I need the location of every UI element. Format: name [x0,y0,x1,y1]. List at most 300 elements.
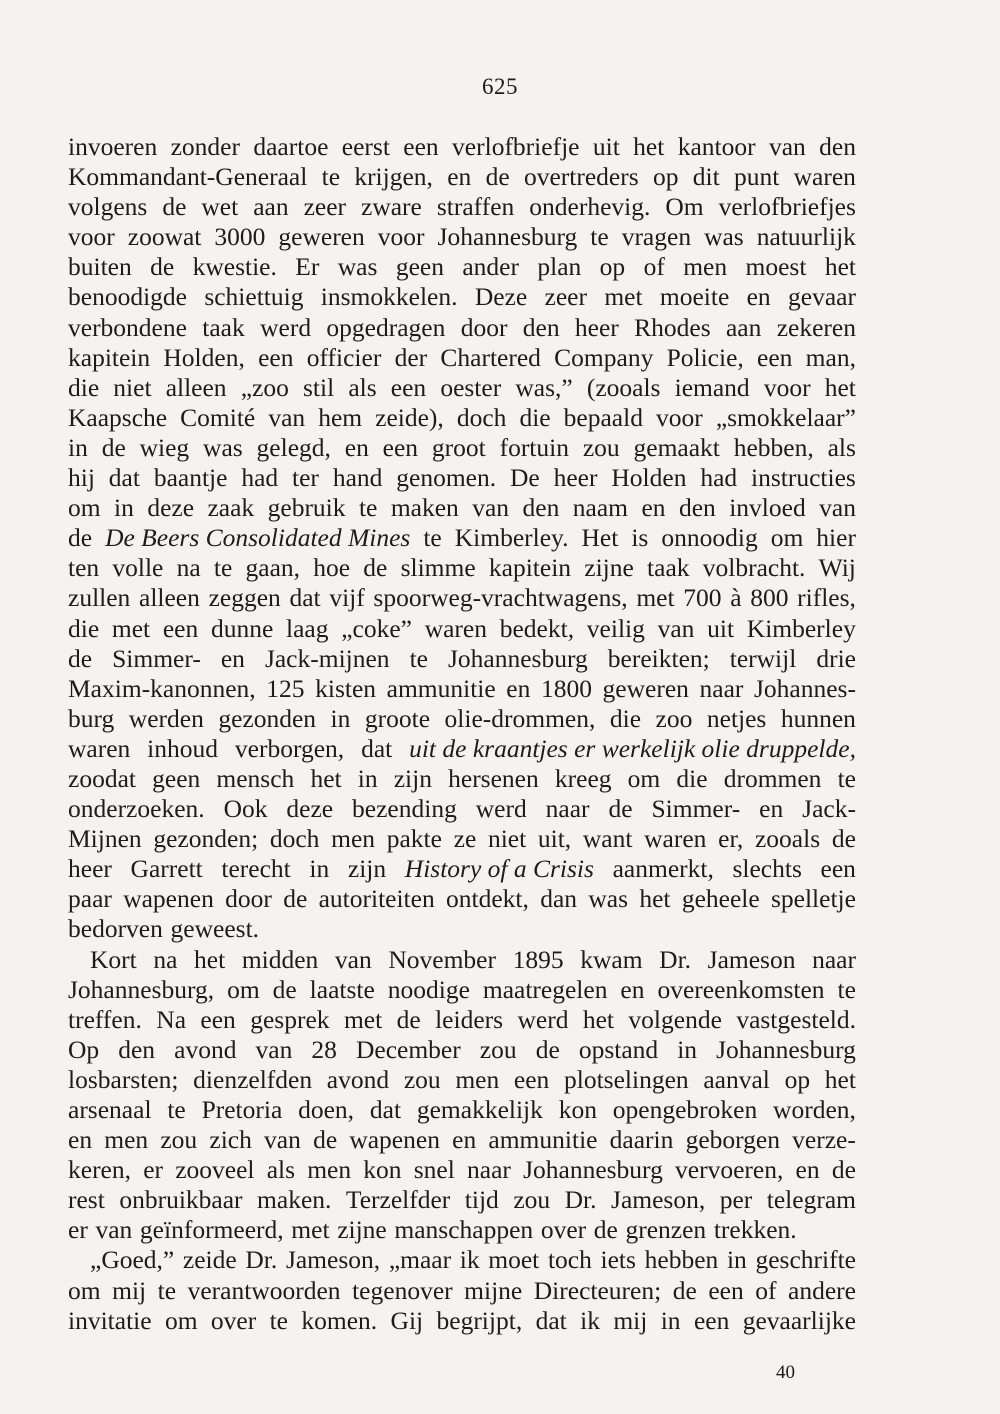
text-line [68,192,856,222]
word: manschappen [394,1215,534,1245]
word: grenzen [625,1215,707,1245]
word: naar [699,673,744,703]
word: van [268,402,306,432]
word: Company [554,342,654,372]
word: dunne [210,613,274,643]
word: in [330,703,351,733]
word: ammunitie [488,1125,598,1155]
word: paar [68,884,112,914]
word: na [176,553,201,583]
word: keren, [68,1155,132,1185]
word: maken [390,493,459,523]
word: toch [547,1245,592,1275]
word: ammunitie [386,673,496,703]
text-line [68,343,856,373]
word: in [114,493,134,523]
word: overeenkomsten [657,974,825,1004]
word: een [258,342,294,372]
word: gezonden [218,703,317,733]
text-line [68,824,856,854]
word: zeide), [375,402,444,432]
word: Kommandant-Generaal [68,162,308,192]
word: schiettuig [204,282,304,312]
word: November [388,944,496,974]
word: geschrifte [755,1245,856,1275]
word: Maxim-kanonnen, [68,673,256,703]
word: men [455,1064,500,1094]
word: in [68,432,88,462]
word: en [220,643,245,673]
word: verantwoorden [187,1275,341,1305]
word: per [719,1185,753,1215]
word: zeide [182,1245,237,1275]
word: en [759,794,784,824]
word: spoorweg-vrachtwagens, [373,583,628,613]
word: die [609,703,642,733]
word: drommen [723,763,822,793]
word: met [343,1004,383,1034]
word: gemaakt [633,432,720,462]
word: kapitein [68,342,151,372]
word: snel [413,1155,455,1185]
word: aanval [703,1064,770,1094]
word: „zoo [240,372,289,402]
word: waren [424,613,487,643]
word: losbarsten; [68,1064,179,1094]
word: (zooals [586,372,661,402]
word: 1800 [540,673,592,703]
word: wapenen [123,884,214,914]
word: geweren [278,222,365,252]
word: de [593,1215,618,1245]
word: ander [462,252,519,282]
word: De [510,463,540,493]
word: die [676,763,708,793]
word: den [118,1034,156,1064]
word: laatste [309,974,375,1004]
word: het [639,884,671,914]
text-line [68,794,856,824]
word: niet [487,824,527,854]
word: werd [517,1004,569,1034]
word: Jameson [707,944,796,974]
word: gevaarlijke [742,1305,856,1335]
word: dat [361,733,393,763]
word: mijne [464,1275,523,1305]
word: Pretoria [201,1095,283,1124]
word: 700 [683,583,722,613]
word: der [394,342,428,372]
word: oester [440,372,502,402]
word: uit [592,132,620,161]
word: ontdekt, [446,884,529,914]
word: en [447,162,472,192]
word: en [68,1125,93,1155]
word: van [819,493,856,523]
word: het [582,1004,615,1034]
word: gesprek [250,1004,330,1034]
word: plotselingen [564,1064,689,1094]
word: geen [152,763,201,793]
word: Kimberley. [454,523,569,553]
word: te [167,1095,186,1124]
italic-title-text: uit de kraantjes er werkelijk olie druppelde, [409,733,856,763]
word: spelletje [770,884,856,914]
word: het [824,372,856,402]
word: zoo [655,703,693,733]
word: verbondene [68,312,187,342]
word: naar [467,1155,511,1185]
word: gebruik [267,493,346,523]
word: Rhodes [634,312,711,342]
italic-title-text: De Beers Consolidated Mines [105,523,411,553]
word: groot [431,432,486,462]
word: zeer [544,282,587,312]
word: „coke” [341,613,412,643]
word: 28 [311,1034,337,1064]
word: Directeuren; [533,1275,662,1305]
word: gelegd, [256,432,331,462]
text-line [68,252,856,282]
word: hier [816,523,856,553]
word: Dr. [564,1185,597,1215]
word: zijne [337,1215,387,1245]
word: kreeg [554,763,612,793]
word: Dr. [659,944,692,974]
word: de [68,643,93,673]
word: de [831,1155,856,1185]
word: Jameson, [611,1185,706,1215]
text-line [68,433,856,463]
text-line [68,764,856,794]
word: autoriteiten [318,884,435,914]
word: van [657,613,695,643]
text-line [68,403,856,433]
word: den [678,493,716,523]
word: hij [68,463,95,493]
word: het [633,132,665,161]
word: de [831,824,856,854]
word: te [837,974,856,1004]
word: hersenen [448,763,539,793]
word: Dr. [245,1245,278,1275]
word: groote [364,703,431,733]
word: met [604,282,643,312]
word: à [730,583,742,613]
word: mij [613,1305,648,1335]
word: op [652,162,679,192]
word: burg [68,703,115,733]
word: plan [537,252,582,282]
word: men [683,252,728,282]
word: zooals [754,824,821,854]
word: instructies [751,463,856,493]
word: invloed [729,493,806,523]
word: was [337,252,378,282]
word: hebben [644,1245,719,1275]
word: „smokkelaar” [715,402,856,432]
word: invitatie [68,1305,152,1335]
word: Johannes- [754,673,856,703]
word: te [157,1275,177,1305]
word: de [672,1275,697,1305]
word: noodige [387,974,470,1004]
word: was,” [515,372,573,402]
word: als [266,1155,296,1185]
word: ten [68,553,100,583]
word: Jack- [802,794,856,824]
word: men [331,824,376,854]
word: de [68,523,93,553]
word: van [264,1125,301,1155]
word: wieg [139,432,190,462]
word: gevaar [788,282,856,312]
word: zeggen [208,583,281,613]
text-line [68,614,856,644]
word: hoe [313,553,351,583]
word: maken. [257,1185,332,1215]
word: alleen [165,372,227,402]
word: aan [725,312,762,342]
word: buiten [68,252,132,282]
word: pakte [386,824,442,854]
word: zich [209,1125,252,1155]
word: Johannesburg [437,222,578,252]
word: December [355,1034,461,1064]
text-line [68,493,856,523]
word: en [746,282,771,312]
word: deze [286,794,334,824]
word: van [768,132,806,161]
word: in [309,854,330,884]
word: geweren [602,673,689,703]
word: zou [403,1064,441,1094]
word: zoodat [68,763,136,793]
word: hebben, [733,432,814,462]
text-line [68,1095,856,1125]
word: dat [289,583,321,613]
word: kantoor [677,132,756,161]
word: die [68,613,100,643]
word: stil [302,372,335,402]
word: ik [580,1305,600,1335]
word: opengebroken [612,1095,758,1124]
word: gezonden; [153,824,259,854]
word: een [757,342,793,372]
word: trekken. [713,1215,797,1245]
word: deze [147,493,195,523]
word: bedorven [68,914,163,944]
word: terwijl [729,643,797,673]
word: geborgen [685,1125,780,1155]
word: zullen [68,583,131,613]
word: olie-drommen, [444,703,596,733]
word: 125 [266,673,305,703]
word: in [677,1034,698,1064]
word: en [344,432,369,462]
word: aanmerkt, [612,854,714,884]
word: een [200,1004,236,1034]
word: kwestie. [192,252,277,282]
word: Johannesburg [716,1034,856,1064]
word: verlofbriefjes [718,192,856,222]
word: een [708,1275,744,1305]
word: netjes [706,703,767,733]
word: onnoodig [661,523,758,553]
word: door [225,884,272,914]
page-number: 625 [482,74,518,99]
word: taak [647,553,690,583]
word: heer [574,312,619,342]
word: werd [475,794,527,824]
word: den [522,493,560,523]
word: te [409,643,428,673]
word: voor [68,222,115,252]
word: Chartered [440,342,541,372]
word: veilig [586,613,645,643]
word: kisten [315,673,377,703]
word: waren [793,162,856,192]
word: begrijpt, [436,1305,523,1335]
word: moest [745,252,807,282]
word: Jack-mijnen [264,643,390,673]
word: Kimberley [746,613,856,643]
word: om [627,763,661,793]
text-line [68,674,856,704]
word: in [660,1305,681,1335]
word: de [150,252,175,282]
word: een [382,432,419,462]
word: een [513,1064,550,1094]
text-line [68,132,856,162]
word: Simmer- [651,794,741,824]
word: had [241,463,279,493]
word: de [162,192,187,222]
word: Wij [818,553,856,583]
word: in [357,763,378,793]
word: baantje [153,463,228,493]
word: onbruikbaar [119,1185,243,1215]
word: rest [68,1185,105,1215]
word: hunnen [780,703,856,733]
word: moeite [659,282,730,312]
word: was [588,884,629,914]
word: Gij [390,1305,424,1335]
word: officier [306,342,382,372]
word: de [313,1125,338,1155]
word: mij [112,1275,147,1305]
word: de [608,794,633,824]
signature-mark: 40 [776,1362,795,1383]
text-line [68,282,856,312]
text-line [68,884,856,914]
word: krijgen, [354,162,433,192]
word: onderhevig. [529,192,651,222]
word: Er [295,252,320,282]
word: den [819,132,856,161]
word: kon [558,1095,597,1124]
word: geen [395,252,444,282]
word: verborgen, [234,733,345,763]
word: vijf [329,583,365,613]
word: van [472,493,510,523]
word: volbracht. [702,553,806,583]
word: Johannesburg [448,643,588,673]
word: laag [286,613,329,643]
word: Deze [474,282,528,312]
text-line [68,1185,856,1215]
word: als [348,372,377,402]
word: van [95,1215,133,1245]
word: de [363,553,388,583]
word: een [162,613,199,643]
word: de [396,1004,421,1034]
word: volgens [68,192,148,222]
word: als [827,432,856,462]
word: aan [253,192,289,222]
word: iemand [674,372,750,402]
word: „maar [388,1245,452,1275]
word: niet [113,372,152,402]
word: worden, [773,1095,856,1124]
word: tegenover [352,1275,453,1305]
text-line [68,463,856,493]
word: voor [763,372,811,402]
text-line [68,373,856,403]
word: Comité [180,402,256,432]
word: het [310,763,342,793]
word: de [101,432,126,462]
word: arsenaal [68,1095,152,1124]
word: wet [201,192,239,222]
word: kwam [580,944,643,974]
word: Om [665,192,704,222]
word: de [272,974,297,1004]
word: Na [156,1004,187,1034]
word: zonder [170,132,240,161]
word: te [590,222,609,252]
word: na [153,944,178,974]
word: er [68,1215,88,1245]
text-line [68,734,856,764]
word: genomen. [396,463,497,493]
word: Policie, [666,342,744,372]
word: bezending [352,794,457,824]
word: kon [363,1155,402,1185]
word: een [693,1305,730,1335]
word: was [704,222,744,252]
text-line [68,914,856,944]
word: zoowat [127,222,202,252]
word: zeer [303,192,347,222]
text-line [68,1155,856,1185]
word: met [291,1215,330,1245]
word: werden [128,703,204,733]
word: avond [174,1034,237,1064]
word: Het [581,523,619,553]
word: om [770,523,804,553]
word: dat [369,1095,402,1124]
word: Op [68,1034,100,1064]
word: het [824,252,856,282]
word: geïnformeerd, [139,1215,284,1245]
word: er [143,1155,164,1185]
word: bedekt, [499,613,575,643]
word: doen, [298,1095,355,1124]
text-line [68,1215,856,1245]
word: straffen [436,192,515,222]
word: op [599,252,626,282]
